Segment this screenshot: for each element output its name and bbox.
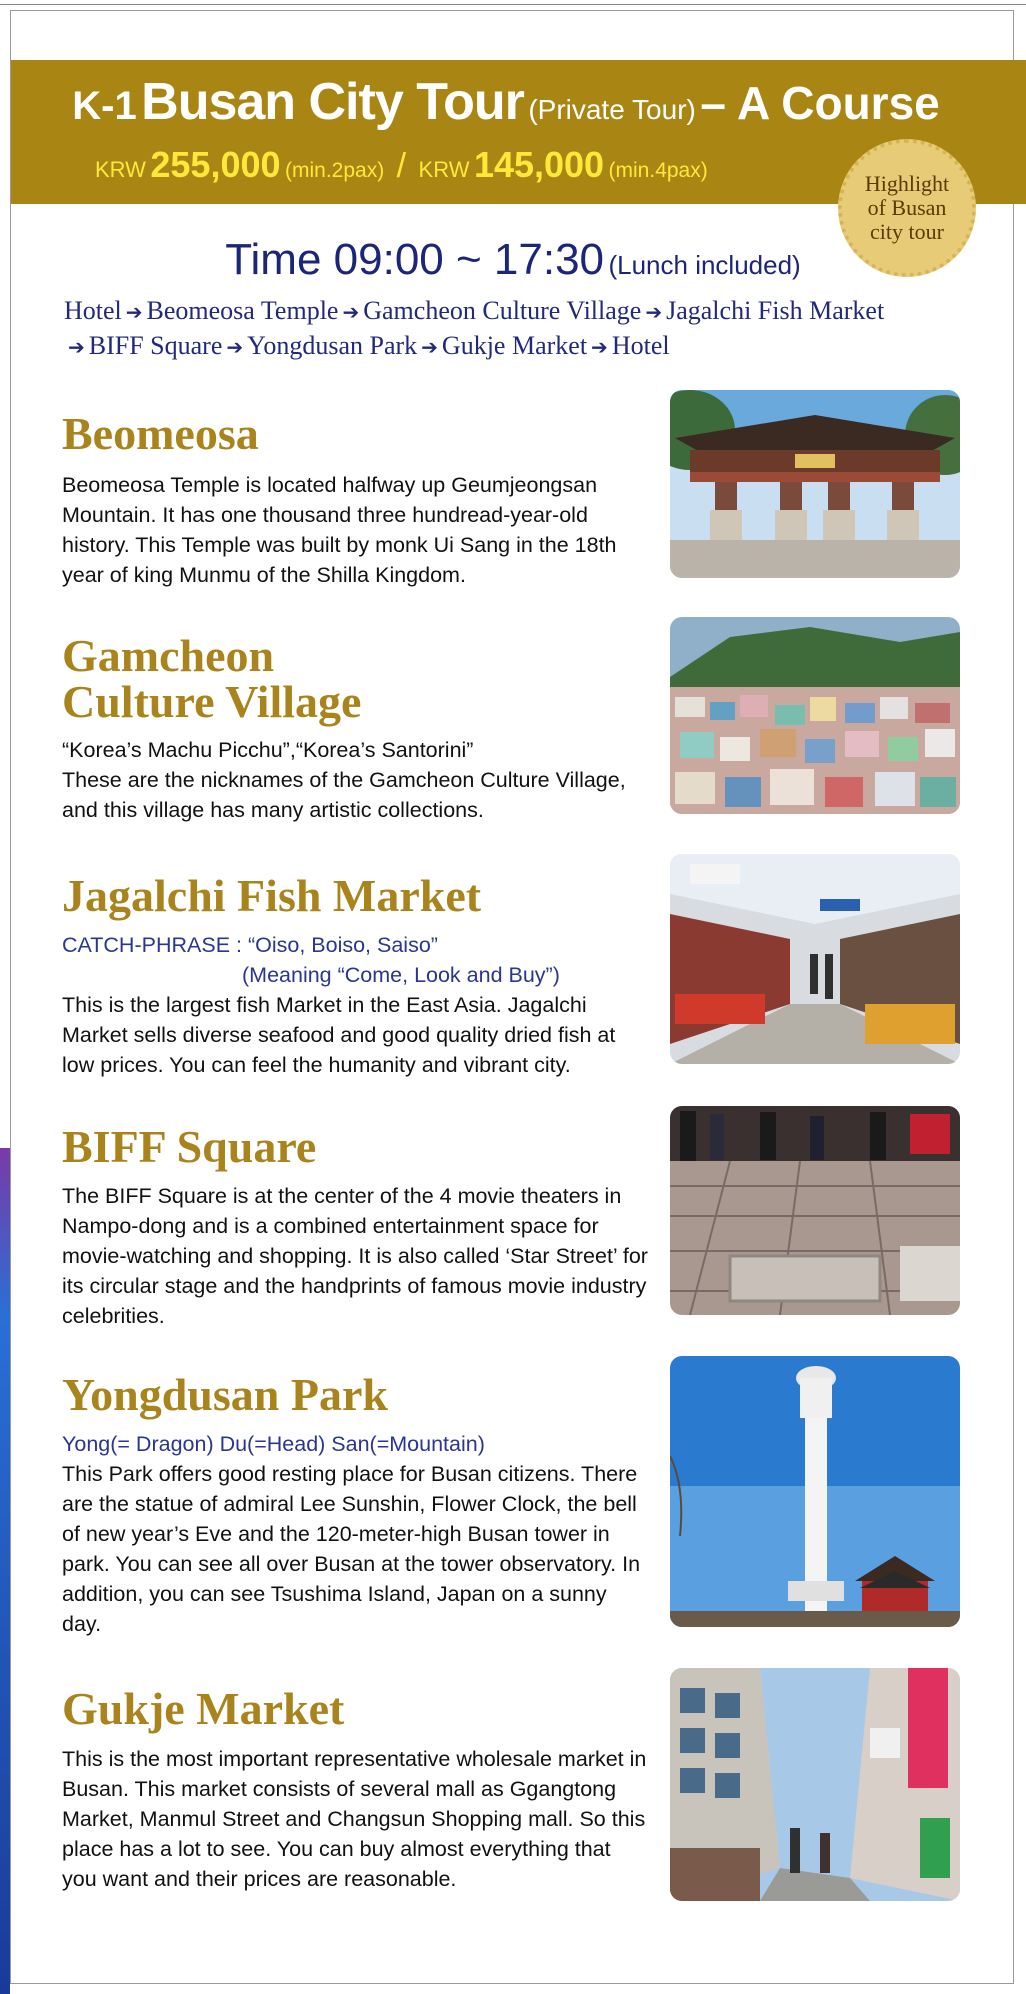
price-line [95, 144, 708, 186]
section-title-beomeosa: Beomeosa [62, 408, 259, 459]
route-stop: Yongdusan Park [247, 331, 418, 360]
section-text: This is the largest fish Market in the East Asia. Jagalchi Market sells diverse seafood and good quality dried fish at low prices. You can feel the humanity and vibrant city. [62, 993, 616, 1077]
route-stop: Jagalchi Fish Market [666, 296, 885, 325]
section-body-jagalchi [62, 930, 648, 1080]
arrow-right-icon: ➔ [421, 335, 438, 359]
route-stop: Gamcheon Culture Village [363, 296, 642, 325]
catch-phrase: CATCH-PHRASE : “Oiso, Boiso, Saiso” [62, 933, 438, 957]
private-tag: (Private Tour) [528, 94, 696, 125]
photo-beomeosa-gate [670, 390, 960, 578]
tour-name: Busan City Tour [141, 73, 524, 131]
section-text: This Park offers good resting place for Busan citizens. There are the statue of admiral Lee Sunshin, Flower Clock, the bell of new year’s Eve and the 120-meter-high Busan tower in park. You can see all over Busan at the tower observatory. In addition, you can see Tsushima Island, Japan on a sunny day. [62, 1462, 641, 1636]
section-body-yongdusan [62, 1429, 648, 1639]
price-amount: 255,000 [150, 144, 281, 185]
price-currency: KRW [418, 157, 470, 182]
section-title-gamcheon [62, 630, 422, 727]
arrow-right-icon: ➔ [226, 335, 244, 359]
section-title-gukje: Gukje Market [62, 1683, 345, 1734]
seal-line: of Busan [867, 195, 947, 220]
section-body-beomeosa: Beomeosa Temple is located halfway up Geumjeongsan Mountain. It has one thousand three hundread-year-old history. This Temple was built by monk Ui Sang in the 18th year of king Munmu of the Shilla Kingdom. [62, 473, 617, 587]
section-title-text: Gamcheon Culture Village [62, 630, 362, 727]
price-note: (min.2pax) [284, 159, 385, 182]
photo-busan-tower [670, 1356, 960, 1627]
catch-phrase-meaning: (Meaning “Come, Look and Buy”) [242, 963, 560, 987]
route-stop: Hotel [64, 296, 122, 325]
route-stop: Gukje Market [441, 331, 588, 360]
price-amount: 145,000 [473, 144, 605, 185]
price-separator: / [396, 147, 407, 185]
course-label: – A Course [700, 77, 940, 129]
time-label: Time 09:00 ~ 17:30 [225, 235, 605, 284]
arrow-right-icon: ➔ [125, 300, 143, 324]
top-rule [0, 4, 1026, 5]
section-body-gamcheon [62, 735, 648, 825]
tour-title [11, 72, 1001, 132]
photo-jagalchi-market [670, 854, 960, 1064]
price-currency: KRW [95, 157, 146, 182]
arrow-right-icon: ➔ [342, 300, 360, 324]
left-color-accent [0, 1148, 10, 1994]
arrow-right-icon: ➔ [68, 335, 85, 359]
price-note: (min.4pax) [608, 159, 708, 182]
tour-code: K-1 [72, 84, 137, 128]
seal-line: city tour [870, 219, 944, 244]
photo-gukje-market [670, 1668, 960, 1901]
section-body-biff: The BIFF Square is at the center of the 4 movie theaters in Nampo-dong and is a combined entertainment space for movie-watching and shopping. It is also called ‘Star Street’ for its circular stage and the handprints of famous movie industry celebrities. [62, 1184, 648, 1328]
route-stop: BIFF Square [88, 331, 223, 360]
photo-gamcheon-village [670, 617, 960, 814]
route-stop: Beomeosa Temple [146, 296, 339, 325]
arrow-right-icon: ➔ [591, 335, 608, 359]
name-meaning: Yong(= Dragon) Du(=Head) San(=Mountain) [62, 1432, 485, 1456]
nicknames: “Korea’s Machu Picchu”,“Korea’s Santorini” [62, 738, 474, 762]
section-title-biff: BIFF Square [62, 1121, 317, 1172]
section-text: These are the nicknames of the Gamcheon Culture Village, and this village has many artistic collections. [62, 768, 626, 822]
section-title-yongdusan: Yongdusan Park [62, 1369, 388, 1420]
section-body-gukje: This is the most important representative wholesale market in Busan. This market consists of several mall as Ggangtong Market, Manmul Street and Changsun Shopping mall. So this place has a lot to see. You can buy almost everything that you want and their prices are reasonable. [62, 1747, 647, 1891]
photo-biff-square [670, 1106, 960, 1315]
seal-line: Highlight [864, 171, 950, 196]
time-line [0, 235, 1026, 285]
arrow-right-icon: ➔ [645, 300, 663, 324]
time-note: (Lunch included) [608, 250, 801, 280]
route-itinerary [64, 294, 984, 364]
section-title-jagalchi: Jagalchi Fish Market [62, 870, 482, 921]
route-stop: Hotel [611, 331, 670, 360]
